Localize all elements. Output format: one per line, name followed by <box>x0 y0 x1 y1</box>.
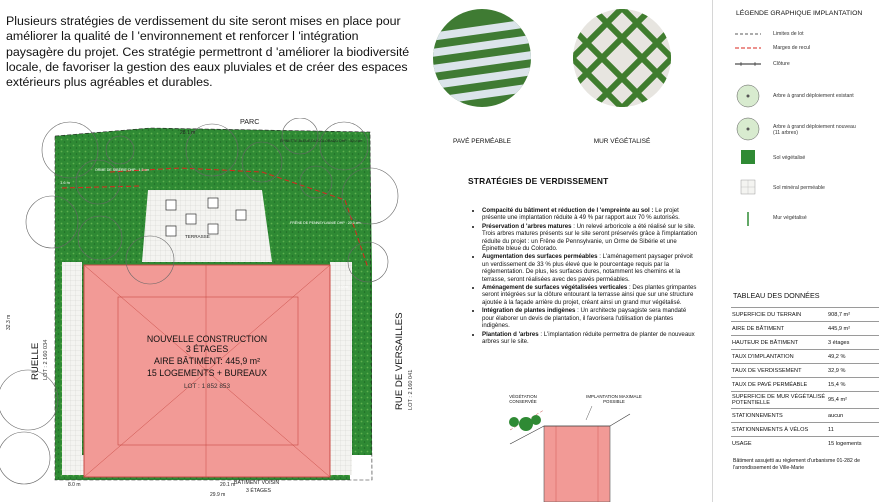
section-label-left: VÉGÉTATION CONSERVÉE <box>509 394 537 404</box>
dim-bottom-left: 8.0 m <box>68 482 81 488</box>
legend-label: Mur végétalisé <box>773 215 807 221</box>
strategy-item: • Préservation d 'arbres matures : Un relevé arboricole a été réalisé sur le site. Trois arbres matures présents sur le site seront préservés grâce à l'implantation réduite du projet : un Frêne de Pennsylvanie, un Orme de Sibérie et une Épinette bleue du Colorado. <box>482 223 698 253</box>
permeable-paving-photo <box>432 8 532 108</box>
strategy-item: • Aménagement de surfaces végétalisées verticales : Des plantes grimpantes seront intégrées sur la clôture entourant la terrasse ainsi que sur une structure ajoutée à la façade arrière du projet, créant ainsi un grand mur végétalisé. <box>482 284 698 306</box>
table-cell-value: 908,7 m² <box>827 308 879 322</box>
legend-label: Limites de lot <box>773 31 804 37</box>
parc-label: PARC <box>240 118 260 126</box>
regulation-note: Bâtiment assujetti au règlement d'urbanisme 01-282 de l'arrondissement de Ville-Marie <box>733 458 861 471</box>
legend-symbols <box>733 26 763 226</box>
table-row <box>731 409 879 423</box>
building-line-4: 15 LOGEMENTS + BUREAUX <box>146 368 268 378</box>
voisin-floors: 3 ÉTAGES <box>246 488 271 494</box>
table-cell-label: STATIONNEMENTS À VÉLOS <box>731 423 827 437</box>
table-row <box>731 378 879 392</box>
dim-bottom-mid: 20.1 m <box>220 482 236 488</box>
green-wall-photo <box>572 8 672 108</box>
dim-left: 32.3 m <box>6 314 12 330</box>
green-hatch-symbol <box>741 150 755 164</box>
legend-title: LÉGENDE GRAPHIQUE IMPLANTATION <box>736 10 863 17</box>
table-cell-value: 15,4 % <box>827 378 879 392</box>
strategy-item: • Augmentation des surfaces perméables : L'aménagement paysager prévoit un verdissement de 33 % plus élevé que le pourcentage requis par la réglementation. De plus, les surfaces dures, notamment les chemins et la terrasse, seront réalisées avec des pavés perméables. <box>482 253 698 283</box>
table-row <box>731 392 879 409</box>
table-row <box>731 423 879 437</box>
photo-caption-right: MUR VÉGÉTALISÉ <box>593 138 651 145</box>
table-cell-label: HAUTEUR DE BÂTIMENT <box>731 336 827 350</box>
table-cell-label: AIRE DE BÂTIMENT <box>731 322 827 336</box>
tree-label-epinette: ÉPINETTE BLEUE DU COLORADO DHP : 30,0 cm <box>280 139 363 143</box>
table-cell-value: 3 étages <box>827 336 879 350</box>
table-cell-value: 445,9 m² <box>827 322 879 336</box>
photo-caption-left: PAVÉ PERMÉABLE <box>453 138 511 145</box>
table-cell-value: 95,4 m² <box>827 392 879 409</box>
table-cell-value: 32,9 % <box>827 364 879 378</box>
table-row <box>731 322 879 336</box>
strategies-title: STRATÉGIES DE VERDISSEMENT <box>468 176 609 186</box>
data-table-title: TABLEAU DES DONNÉES <box>733 291 820 300</box>
site-plan <box>0 118 430 502</box>
tree-label-frene: FRÊNE DE PENNSYLVANIE DHP : 20,0 cm <box>290 221 361 225</box>
building-lot: LOT : 1 852 853 <box>183 383 231 390</box>
table-cell-label: USAGE <box>731 437 827 451</box>
table-cell-value: aucun <box>827 409 879 423</box>
table-cell-label: STATIONNEMENTS <box>731 409 827 423</box>
dim-top: 28.1 m <box>180 130 196 136</box>
section-label-right: IMPLANTATION MAXIMALE POSSIBLE <box>586 394 642 404</box>
column-divider <box>712 0 713 502</box>
table-cell-label: TAUX D'IMPLANTATION <box>731 350 827 364</box>
strategy-item: • Compacité du bâtiment et réduction de l 'empreinte au sol : Le projet présente une implantation réduite à 49 % par rapport aux 70 % autorisés. <box>482 207 698 222</box>
building-line-2: 3 ÉTAGES <box>185 344 229 354</box>
terrace-area <box>142 190 272 262</box>
table-row <box>731 336 879 350</box>
table-row <box>731 308 879 322</box>
strategy-item: • Intégration de plantes indigènes : Un architecte paysagiste sera mandaté pour élaborer un devis de plantation, il favorisera l'utilisation de plantes indigènes. <box>482 307 698 329</box>
rue-label: RUE DE VERSAILLES <box>394 312 405 410</box>
ruelle-label: RUELLE <box>30 342 41 380</box>
dim-right-small: 3.0 m <box>338 284 349 289</box>
permeable-path-left <box>62 262 82 462</box>
tree-label-orme: ORME DE SIBÉRIE DHP : 1,5 cm <box>95 168 150 172</box>
strategies-list <box>472 207 698 346</box>
strategy-item: • Plantation d 'arbres : L'implantation réduite permettra de planter de nouveaux arbres sur le site. <box>482 331 698 346</box>
permeable-path-right <box>330 262 352 462</box>
ruelle-lot: LOT : 2 160 034 <box>43 339 49 380</box>
intro-paragraph: Plusieurs stratégies de verdissement du site seront mises en place pour améliorer la qualité de l 'environnement et renforcer l 'intégration paysagère du projet. Ces stratégie permettront d 'améliorer la biodiversité locale, de favoriser la gestion des eaux pluviales et de créer des espaces extérieurs plus agréables et durables. <box>6 14 410 90</box>
table-row <box>731 350 879 364</box>
dim-bottom-total: 29.9 m <box>210 492 226 498</box>
building-line-1: NOUVELLE CONSTRUCTION <box>146 334 268 344</box>
table-row <box>731 364 879 378</box>
legend-label: Marges de recul <box>773 45 811 51</box>
rue-lot: LOT : 2 160 041 <box>408 369 414 410</box>
legend-label: Clôture <box>773 61 790 67</box>
table-cell-value: 49,2 % <box>827 350 879 364</box>
legend-label: Arbre à grand déploiement nouveau (11 arbres) <box>773 124 856 136</box>
table-cell-label: SUPERFICIE DU TERRAIN <box>731 308 827 322</box>
legend-label: Sol minéral perméable <box>773 185 825 191</box>
legend-label: Sol végétalisé <box>773 155 806 161</box>
dim-left-small: 1.6 m <box>60 180 71 185</box>
table-row <box>731 437 879 451</box>
legend-label: Arbre à grand déploiement existant <box>773 93 854 99</box>
table-cell-label: TAUX DE PAVÉ PERMÉABLE <box>731 378 827 392</box>
table-cell-value: 11 <box>827 423 879 437</box>
terrace-label: TERRASSE <box>185 234 210 239</box>
table-cell-label: TAUX DE VERDISSEMENT <box>731 364 827 378</box>
data-table <box>731 307 879 450</box>
voisin-label: BÂTIMENT VOISIN <box>234 480 280 486</box>
table-cell-label: SUPERFICIE DE MUR VÉGÉTALISÉ POTENTIELLE <box>731 392 827 409</box>
building-line-3: AIRE BÂTIMENT: 445,9 m² <box>153 356 261 366</box>
table-cell-value: 15 logements <box>827 437 879 451</box>
